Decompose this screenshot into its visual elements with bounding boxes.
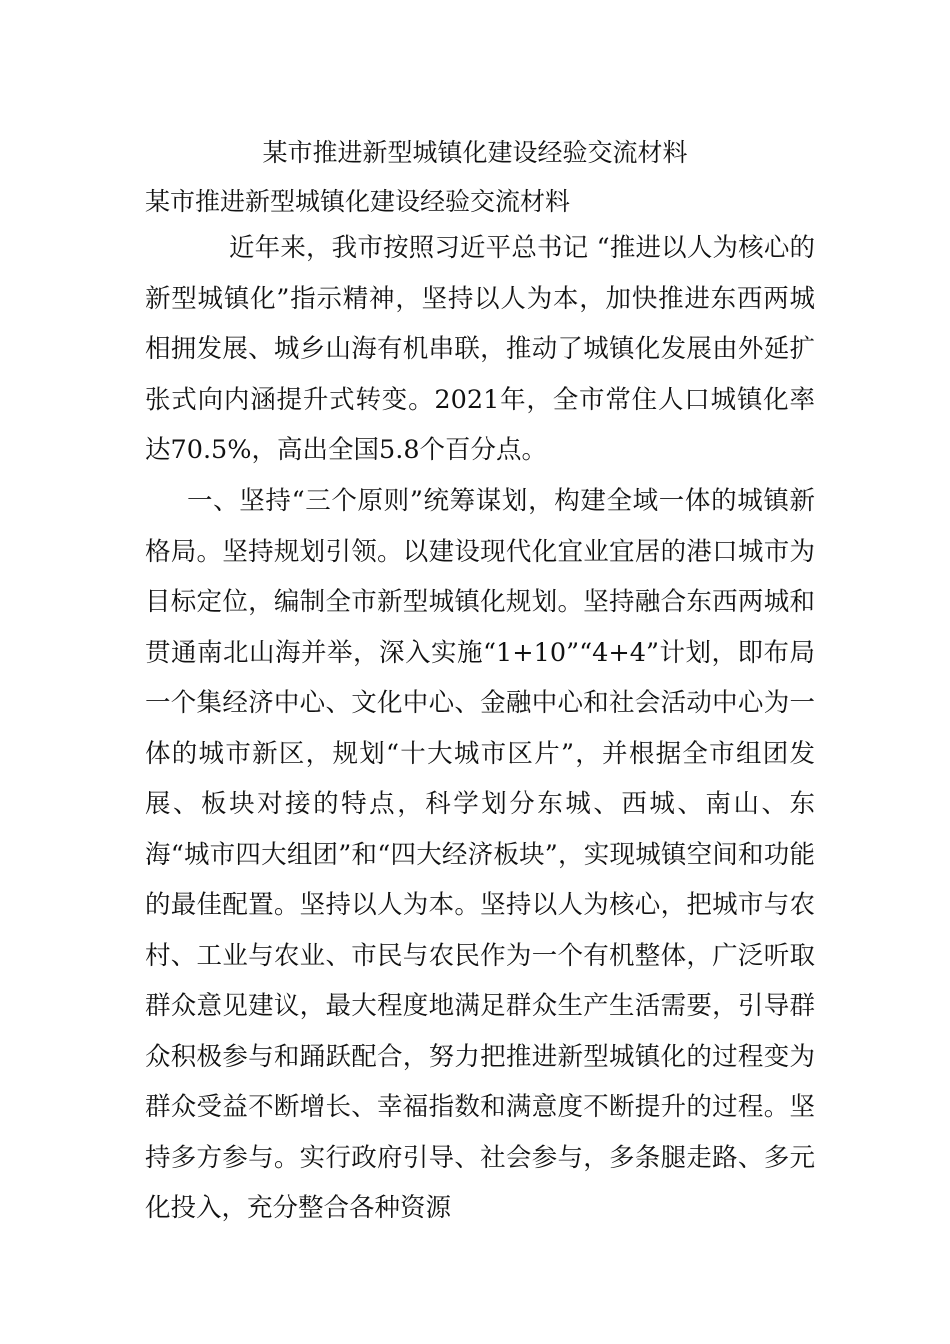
document-title: 某市推进新型城镇化建设经验交流材料: [262, 138, 688, 167]
document-subtitle: 某市推进新型城镇化建设经验交流材料: [145, 187, 571, 216]
paragraph-intro: 近年来，我市按照习近平总书记 “推进以人为核心的新型城镇化”指示精神，坚持以人为本，加快推进东西两城相拥发展、城乡山海有机串联，推动了城镇化发展由外延扩张式向内涵提升式转变。2021年，全市常住人口城镇化率达70.5%，高出全国5.8个百分点。: [145, 233, 815, 465]
paragraph-section-one: 一、坚持“三个原则”统筹谋划，构建全域一体的城镇新格局。坚持规划引领。以建设现代化宜业宜居的港口城市为目标定位，编制全市新型城镇化规划。坚持融合东西两城和贯通南北山海并举，深入实施“1+10”“4+4”计划，即布局一个集经济中心、文化中心、金融中心和社会活动中心为一体的城市新区，规划“十大城市区片”，并根据全市组团发展、板块对接的特点，科学划分东城、西城、南山、东海“城市四大组团”和“四大经济板块”，实现城镇空间和功能的最佳配置。坚持以人为本。坚持以人为核心，把城市与农村、工业与农业、市民与农民作为一个有机整体，广泛听取群众意见建议，最大程度地满足群众生产生活需要，引导群众积极参与和踊跃配合，努力把推进新型城镇化的过程变为群众受益不断增长、幸福指数和满意度不断提升的过程。坚持多方参与。实行政府引导、社会参与，多条腿走路、多元化投入，充分整合各种资源: [145, 486, 815, 1223]
